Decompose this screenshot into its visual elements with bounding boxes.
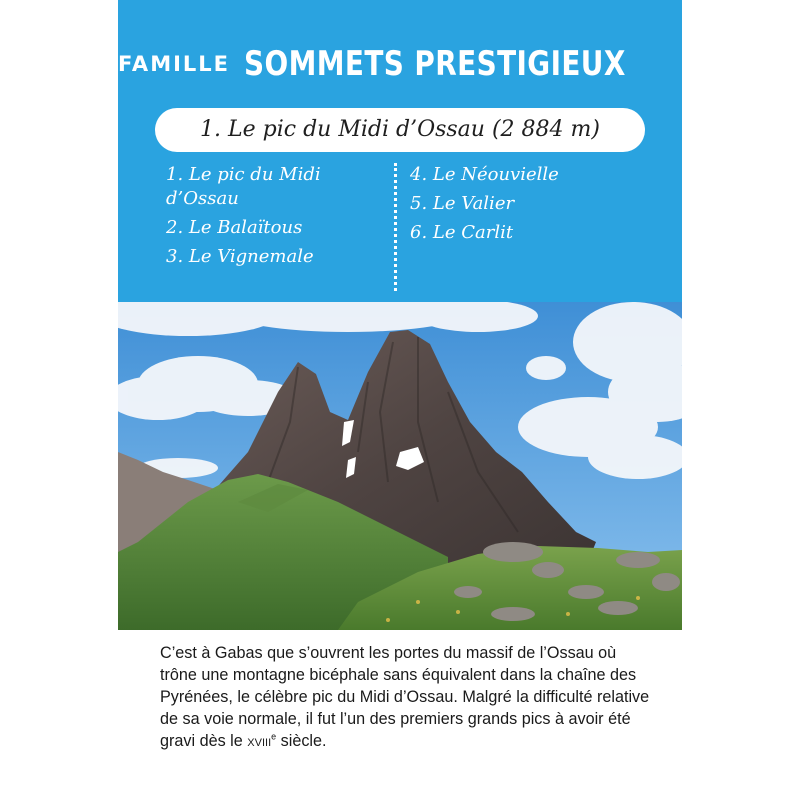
card bbox=[118, 0, 682, 800]
mountain-photo bbox=[118, 302, 682, 630]
list-item: 1. Le pic du Midi d’Ossau bbox=[166, 164, 321, 209]
family-title bbox=[118, 44, 682, 84]
century-numeral: XVIII bbox=[247, 737, 272, 749]
family-list-right bbox=[410, 163, 630, 250]
dotted-divider bbox=[394, 163, 397, 291]
family-list-left bbox=[166, 163, 386, 274]
card-title: 1. Le pic du Midi d’Ossau (2 884 m) bbox=[155, 108, 645, 152]
family-name: SOMMETS PRESTIGIEUX bbox=[244, 44, 626, 84]
caption-end: siècle. bbox=[276, 732, 327, 750]
list-item: 4. Le Néouvielle bbox=[410, 164, 559, 185]
family-label: FAMILLE bbox=[118, 52, 231, 76]
list-item: 5. Le Valier bbox=[410, 193, 515, 214]
caption-text: C’est à Gabas que s’ouvrent les portes du massif de l’Ossau où trône une montagne bicéphale sans équivalent dans la chaîne des Pyrénées, le célèbre pic du Midi d’Ossau. Malgré la difficulté relative de sa voie normale, il fut l’un des premiers grands pics à avoir été gravi dès le bbox=[160, 644, 650, 750]
caption-paragraph bbox=[160, 642, 650, 754]
century-suffix: e bbox=[271, 731, 277, 742]
card-header bbox=[118, 0, 682, 302]
list-item: 2. Le Balaïtous bbox=[166, 217, 303, 238]
list-item: 3. Le Vignemale bbox=[166, 246, 314, 267]
list-item: 6. Le Carlit bbox=[410, 222, 514, 243]
